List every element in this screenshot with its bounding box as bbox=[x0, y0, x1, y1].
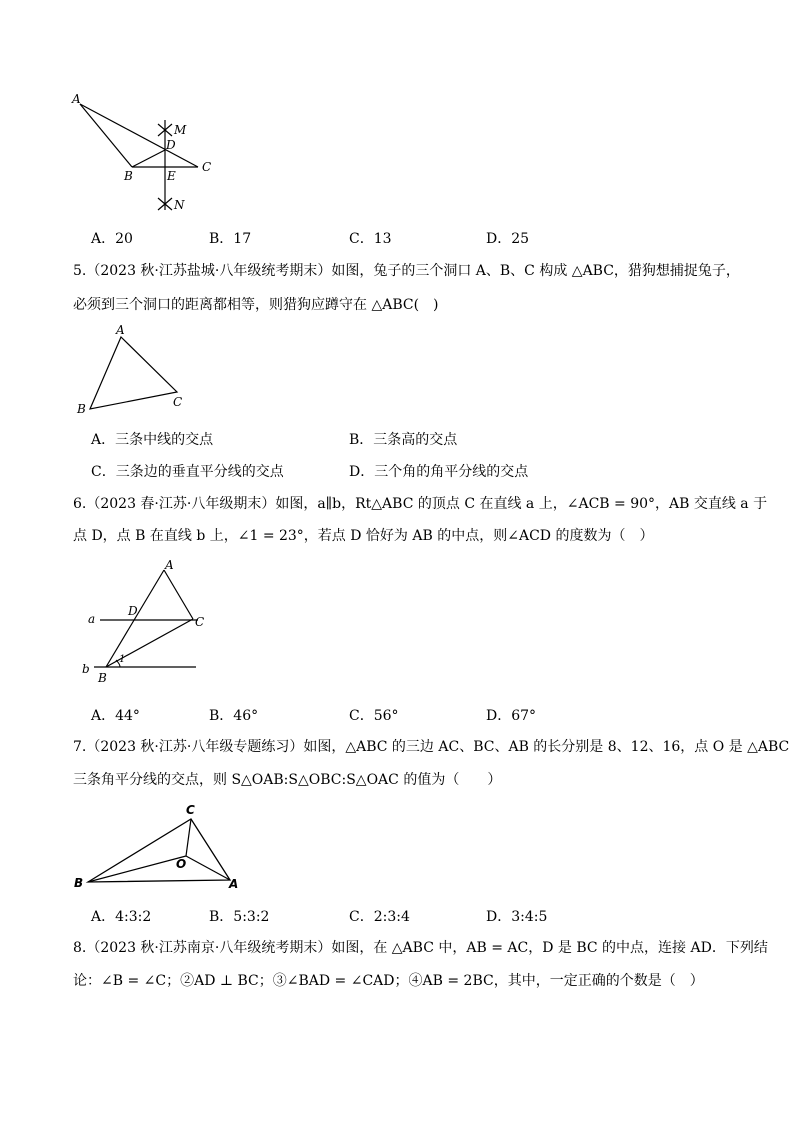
q4-option-b[interactable]: B．17 bbox=[209, 231, 252, 247]
q5-label-c: C bbox=[173, 395, 183, 409]
q7-option-d[interactable]: D．3:4:5 bbox=[486, 909, 548, 925]
q4-label-a: A bbox=[72, 92, 81, 106]
q4-line-bd bbox=[132, 150, 165, 167]
q7-diagram bbox=[70, 800, 250, 892]
q4-label-n: N bbox=[174, 198, 185, 212]
q5-option-a[interactable]: A．三条中线的交点 bbox=[91, 432, 214, 448]
q7-stem-line2: 三条角平分线的交点，则 S△OAB:S△OBC:S△OAC 的值为（ ） bbox=[73, 772, 502, 788]
q5-option-c[interactable]: C．三条边的垂直平分线的交点 bbox=[91, 464, 284, 480]
q4-line-ab bbox=[80, 104, 132, 167]
q7-label-a: A bbox=[229, 877, 239, 891]
q7-triangle-abc bbox=[88, 819, 230, 882]
q5-figure bbox=[72, 322, 192, 417]
q7-option-a[interactable]: A．4:3:2 bbox=[91, 909, 152, 925]
q6-label-d: D bbox=[128, 604, 138, 618]
q4-option-c[interactable]: C．13 bbox=[349, 231, 392, 247]
q6-label-line-a: a bbox=[88, 612, 96, 626]
q5-label-a: A bbox=[116, 323, 125, 337]
q4-label-m: M bbox=[174, 123, 187, 137]
q6-option-b[interactable]: B．46° bbox=[209, 708, 259, 724]
q6-option-c[interactable]: C．56° bbox=[349, 708, 399, 724]
q6-label-line-b: b bbox=[82, 662, 90, 676]
q6-option-a[interactable]: A．44° bbox=[91, 708, 140, 724]
q6-label-c: C bbox=[195, 615, 205, 629]
q8-stem-line1: 8.（2023 秋·江苏南京·八年级统考期末）如图，在 △ABC 中，AB = AC，D 是 BC 的中点，连接 AD．下列结 bbox=[73, 940, 768, 956]
q6-option-d[interactable]: D．67° bbox=[486, 708, 537, 724]
q7-option-c[interactable]: C．2:3:4 bbox=[349, 909, 410, 925]
q7-option-b[interactable]: B．5:3:2 bbox=[209, 909, 270, 925]
q6-figure bbox=[78, 556, 218, 688]
q6-label-b: B bbox=[98, 671, 107, 685]
q6-line-ab bbox=[106, 570, 164, 667]
q8-stem-line2: 论：∠B = ∠C；②AD ⊥ BC；③∠BAD = ∠CAD；④AB = 2BC，其中，一定正确的个数是（ ） bbox=[73, 973, 704, 989]
q7-line-co bbox=[186, 819, 191, 856]
q6-stem-line1: 6.（2023 春·江苏·八年级期末）如图，a∥b，Rt△ABC 的顶点 C 在直线 a 上，∠ACB = 90°，AB 交直线 a 于 bbox=[73, 496, 768, 512]
q4-figure bbox=[66, 92, 226, 217]
q4-label-b: B bbox=[124, 169, 133, 183]
q5-triangle-abc bbox=[90, 337, 177, 409]
q7-stem-line1: 7.（2023 秋·江苏·八年级专题练习）如图，△ABC 的三边 AC、BC、AB 的长分别是 8、12、16，点 O 是 △ABC bbox=[73, 739, 790, 755]
q4-option-d[interactable]: D．25 bbox=[486, 231, 530, 247]
q7-line-bo bbox=[88, 856, 186, 882]
q6-stem-line2: 点 D，点 B 在直线 b 上，∠1 = 23°，若点 D 恰好为 AB 的中点，则∠ACD 的度数为（ ） bbox=[73, 528, 654, 544]
q6-diagram bbox=[78, 556, 218, 688]
q4-label-d: D bbox=[166, 138, 176, 152]
q4-option-a[interactable]: A．20 bbox=[91, 231, 133, 247]
q4-label-e: E bbox=[167, 169, 176, 183]
q5-label-b: B bbox=[77, 402, 86, 416]
q5-stem-line1: 5.（2023 秋·江苏盐城·八年级统考期末）如图，兔子的三个洞口 A、B、C 构成 △ABC，猎狗想捕捉兔子， bbox=[73, 263, 740, 279]
q5-option-b[interactable]: B．三条高的交点 bbox=[349, 432, 458, 448]
q7-label-o: O bbox=[176, 857, 187, 871]
q6-label-angle-1: 1 bbox=[119, 654, 126, 665]
q6-line-ac bbox=[164, 570, 193, 619]
q5-stem-line2: 必须到三个洞口的距离都相等，则猎狗应蹲守在 △ABC( ) bbox=[73, 297, 439, 313]
q7-figure bbox=[70, 800, 250, 892]
q5-diagram bbox=[72, 322, 192, 417]
q4-label-c: C bbox=[202, 160, 212, 174]
q6-label-a: A bbox=[165, 558, 174, 572]
q4-diagram bbox=[66, 92, 226, 217]
q7-line-ao bbox=[186, 856, 230, 880]
q7-label-c: C bbox=[186, 803, 195, 817]
q7-label-b: B bbox=[74, 876, 84, 890]
q5-option-d[interactable]: D．三个角的角平分线的交点 bbox=[349, 464, 529, 480]
